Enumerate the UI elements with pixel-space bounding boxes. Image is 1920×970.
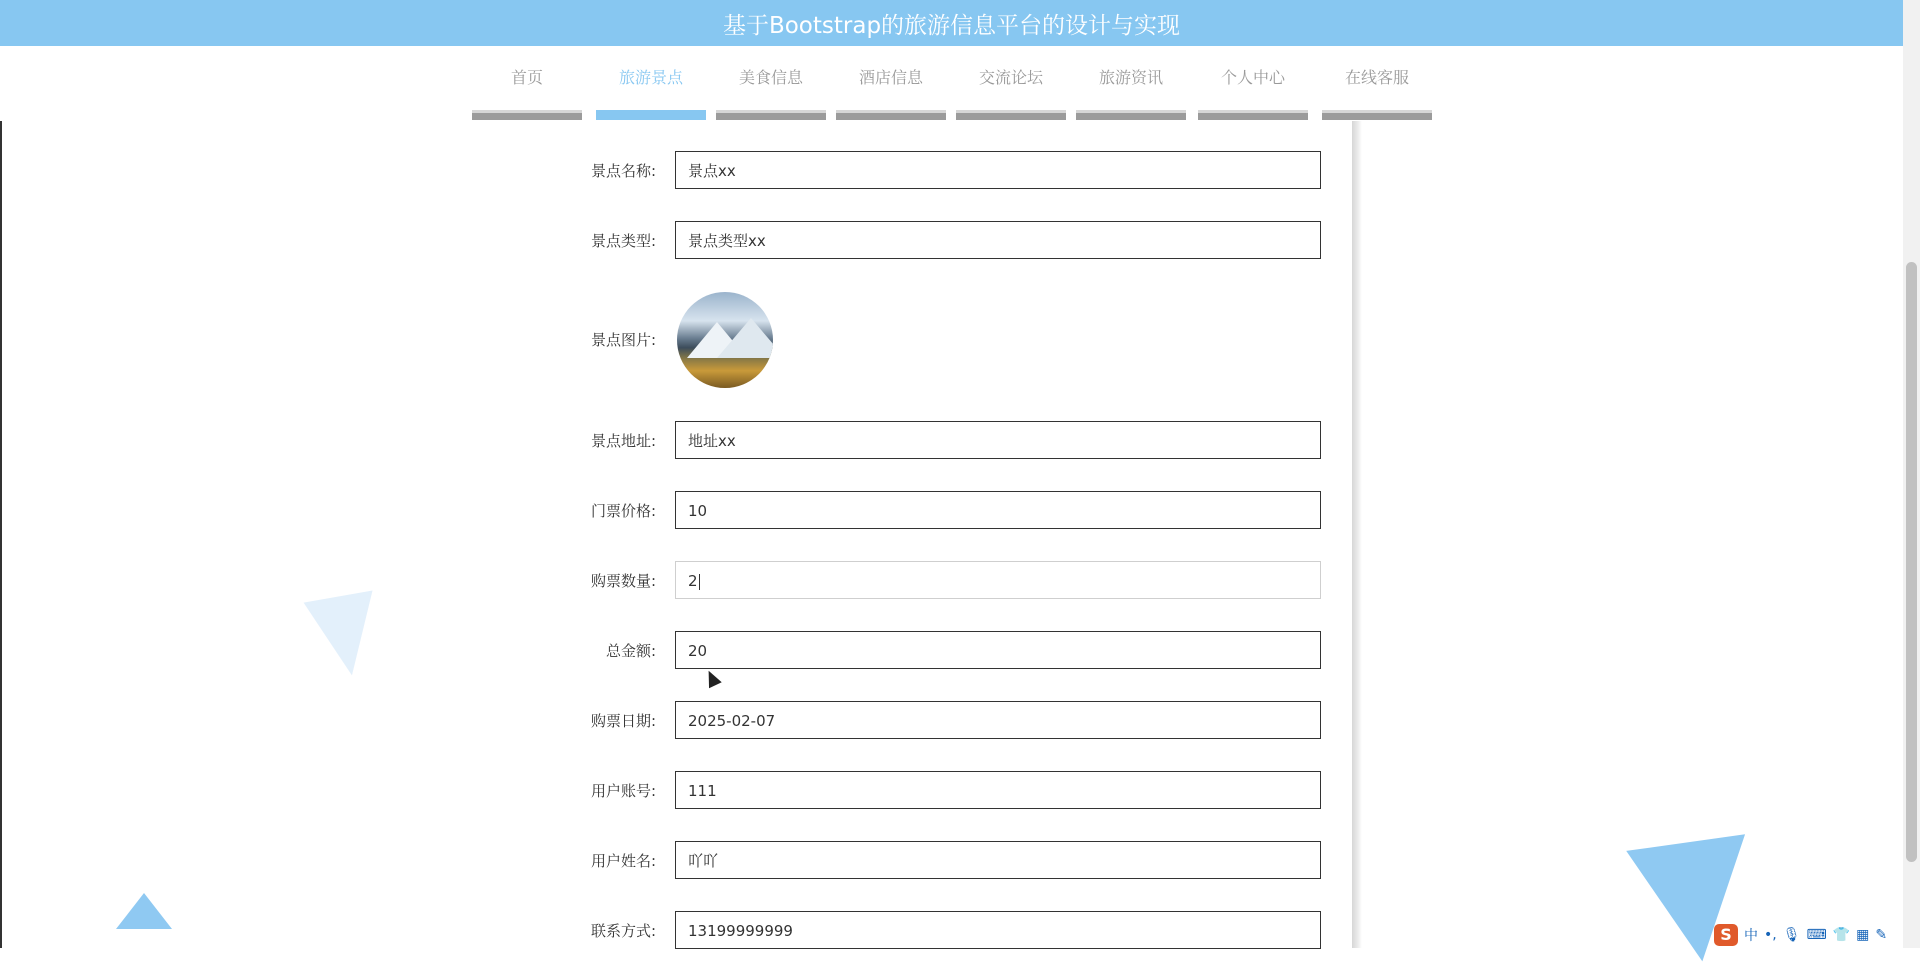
keyboard-icon[interactable]: ⌨ xyxy=(1806,926,1827,943)
ticket-qty-value: 2 xyxy=(688,572,698,590)
panel-shadow xyxy=(1352,121,1362,948)
scrollbar-thumb[interactable] xyxy=(1906,262,1917,862)
nav-underline xyxy=(1076,110,1186,120)
ime-mode[interactable]: 中 xyxy=(1744,927,1758,944)
mouse-pointer-icon xyxy=(702,668,721,688)
spot-type-field[interactable]: 景点类型xx xyxy=(675,221,1321,259)
site-title: 基于Bootstrap的旅游信息平台的设计与实现 xyxy=(0,0,1903,46)
nav-label: 旅游资讯 xyxy=(1098,68,1163,87)
label-spot-address: 景点地址: xyxy=(590,432,656,450)
label-spot-name: 景点名称: xyxy=(590,162,656,180)
nav-underline xyxy=(956,110,1066,120)
label-spot-image: 景点图片: xyxy=(590,331,656,349)
tools-icon[interactable]: ✎ xyxy=(1875,926,1888,943)
text-caret xyxy=(699,574,700,590)
nav-label: 酒店信息 xyxy=(858,68,923,87)
label-spot-type: 景点类型: xyxy=(590,232,656,250)
nav-underline xyxy=(716,110,826,120)
nav-hotel[interactable] xyxy=(836,46,946,110)
scrollbar[interactable] xyxy=(1903,0,1920,948)
nav-food[interactable] xyxy=(716,46,826,110)
spot-address-field[interactable]: 地址xx xyxy=(675,421,1321,459)
nav-underline xyxy=(1198,110,1308,120)
nav-underline xyxy=(836,110,946,120)
nav-underline xyxy=(472,110,582,120)
label-purchase-date: 购票日期: xyxy=(590,712,656,730)
ime-punctuation[interactable]: •, xyxy=(1764,926,1777,943)
spot-photo[interactable] xyxy=(677,292,773,388)
spot-name-field[interactable]: 景点xx xyxy=(675,151,1321,189)
nav-home[interactable] xyxy=(472,46,582,110)
nav-label: 首页 xyxy=(510,68,543,87)
skin-icon[interactable]: 👕 xyxy=(1832,926,1851,943)
decor-triangle xyxy=(1626,834,1762,970)
nav-news[interactable] xyxy=(1076,46,1186,110)
label-total-amount: 总金额: xyxy=(605,642,656,660)
ime-toolbar xyxy=(1714,921,1896,948)
main-nav xyxy=(0,46,1903,121)
nav-label: 交流论坛 xyxy=(978,68,1043,87)
label-user-account: 用户账号: xyxy=(590,782,656,800)
label-contact: 联系方式: xyxy=(590,922,656,940)
total-amount-field[interactable]: 20 xyxy=(675,631,1321,669)
page-left-border xyxy=(0,121,2,948)
nav-label: 在线客服 xyxy=(1344,68,1409,87)
nav-label: 个人中心 xyxy=(1220,68,1285,87)
contact-field[interactable]: 13199999999 xyxy=(675,911,1321,949)
label-user-name: 用户姓名: xyxy=(590,852,656,870)
sogou-logo-icon[interactable]: S xyxy=(1714,924,1738,946)
label-ticket-qty: 购票数量: xyxy=(590,572,656,590)
nav-label: 美食信息 xyxy=(738,68,803,87)
nav-profile[interactable] xyxy=(1198,46,1308,110)
decor-triangle xyxy=(116,893,172,929)
label-ticket-price: 门票价格: xyxy=(590,502,656,520)
user-name-field[interactable]: 吖吖 xyxy=(675,841,1321,879)
nav-label: 旅游景点 xyxy=(618,68,683,87)
mountain-shape xyxy=(717,318,773,358)
ticket-qty-field[interactable] xyxy=(675,561,1321,599)
nav-underline xyxy=(1322,110,1432,120)
purchase-date-field[interactable]: 2025-02-07 xyxy=(675,701,1321,739)
nav-forum[interactable] xyxy=(956,46,1066,110)
user-account-field[interactable]: 111 xyxy=(675,771,1321,809)
microphone-icon[interactable]: 🎙 xyxy=(1782,926,1801,943)
nav-scenic-spots[interactable] xyxy=(596,46,706,110)
ticket-price-field[interactable]: 10 xyxy=(675,491,1321,529)
nav-underline xyxy=(596,110,706,120)
decor-triangle xyxy=(304,591,387,682)
nav-support[interactable] xyxy=(1322,46,1432,110)
grid-icon[interactable]: ▦ xyxy=(1856,926,1870,943)
